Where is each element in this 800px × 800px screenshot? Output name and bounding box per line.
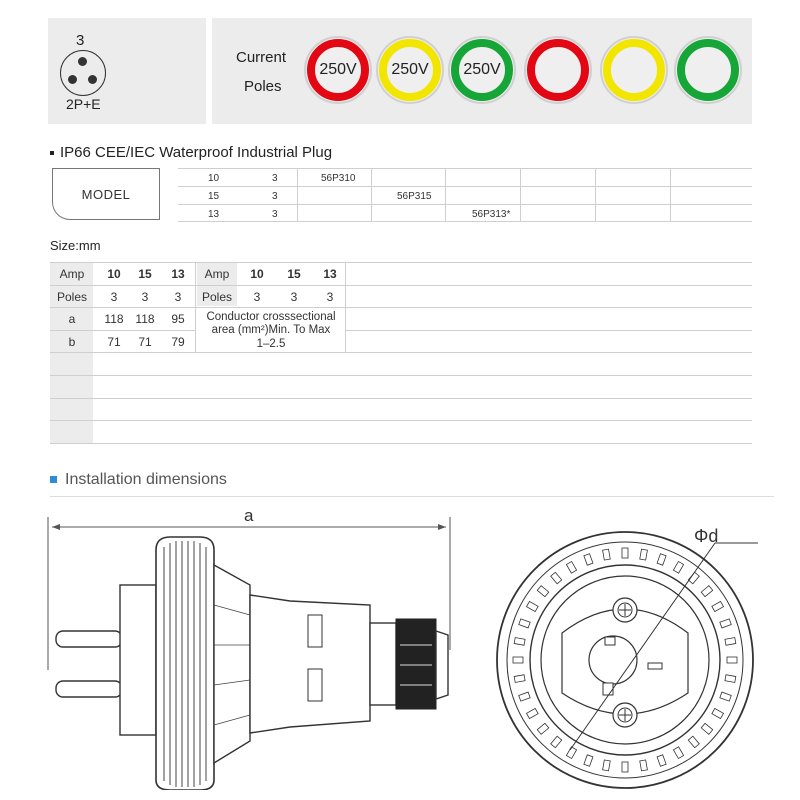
size-value: 10 [250,267,264,281]
rim-tooth [725,675,736,683]
size-value: 71 [138,335,152,349]
rim-tooth [640,760,648,771]
voltage-ring [524,36,592,104]
ring-voltage-label [527,39,589,101]
divider [50,285,752,286]
voltage-ring [304,36,372,104]
size-value: 10 [107,267,121,281]
rim-tooth [514,638,525,646]
right-amp-label: Amp [204,267,230,281]
rim-tooth [603,760,611,771]
model-row-poles: 3 [272,209,278,220]
divider [50,375,752,376]
cable-end [436,631,448,699]
bullet-icon [50,476,57,483]
divider [595,168,596,221]
voltage-ring [600,36,668,104]
plug-front-view [490,525,760,795]
plug-base [120,585,156,735]
size-value: 3 [253,290,261,304]
poles-label: Poles [244,78,282,95]
rim-tooth [640,549,648,560]
divider [50,420,752,421]
product-title [50,144,332,161]
model-row-amp: 10 [208,173,220,184]
plug-body-rear [214,565,250,763]
plug-pin [56,681,122,697]
divider [345,330,752,331]
size-value: 95 [171,312,185,326]
size-value: 13 [323,267,337,281]
right-poles-label: Poles [201,290,233,304]
ring-voltage-label: 250V [307,39,369,101]
model-row-amp: 13 [208,209,220,220]
divider [195,262,196,352]
voltage-ring [674,36,742,104]
ring-voltage-label: 250V [379,39,441,101]
diameter-label: Φd [694,526,719,546]
size-value: 3 [141,290,149,304]
conductor-note-line2: area (mm²)Min. To Max [211,324,331,336]
divider [178,168,752,169]
pin-dot [88,75,97,84]
pin-dot [78,57,87,66]
current-label: Current [236,49,287,66]
install-underline [50,496,774,497]
size-title: Size:mm [50,238,101,253]
size-value: 79 [171,335,185,349]
rim-tooth [725,638,736,646]
size-row-label: a [68,312,76,326]
model-row-code: 56P315 [397,191,432,202]
pin-dot [68,75,77,84]
pin-diagram [60,50,106,96]
cable-gland [370,623,396,705]
voltage-ring [376,36,444,104]
product-title-text: IP66 CEE/IEC Waterproof Industrial Plug [60,144,333,161]
plug-pin [56,631,122,647]
voltage-ring [448,36,516,104]
size-value: 71 [107,335,121,349]
size-value: 118 [135,312,155,326]
size-value: 3 [174,290,182,304]
handle-grip [308,615,322,647]
divider [520,168,521,221]
divider [670,168,671,221]
divider [50,443,752,444]
size-row-label: Amp [59,267,85,281]
bullet-icon [50,151,54,155]
model-box [52,168,160,220]
size-value: 3 [110,290,118,304]
rim-tooth [622,762,628,772]
model-row-poles: 3 [272,191,278,202]
divider [178,221,752,222]
divider [445,168,446,221]
model-row-poles: 3 [272,173,278,184]
size-row-label: Poles [56,290,88,304]
model-row-code: 56P313* [472,209,511,220]
pin-config-label: 2P+E [66,96,101,112]
size-value: 15 [138,267,152,281]
size-row-label: b [68,335,76,349]
model-label: MODEL [81,186,131,202]
size-value: 118 [104,312,124,326]
divider [297,168,298,221]
ring-voltage-label [677,39,739,101]
divider [371,168,372,221]
pin-count: 3 [76,32,85,49]
divider [345,262,346,352]
size-value: 3 [290,290,298,304]
handle-grip [308,669,322,701]
divider [50,352,752,353]
rim-tooth [622,548,628,558]
model-row-code: 56P310 [321,173,356,184]
plug-side-view [40,505,460,790]
conductor-note-line1: Conductor crosssectional [206,311,336,323]
ring-voltage-label [603,39,665,101]
conductor-note-line3: 1–2.5 [256,338,286,350]
install-title-text: Installation dimensions [65,471,227,488]
ring-voltage-label: 250V [451,39,513,101]
rim-tooth [514,675,525,683]
plug-body [156,537,214,790]
divider [178,204,752,205]
rim-tooth [513,657,523,663]
size-value: 13 [171,267,185,281]
divider [178,186,752,187]
dimension-arrow [438,524,446,530]
divider [50,330,195,331]
rim-tooth [603,549,611,560]
dimension-a-label: a [244,506,254,525]
model-row-amp: 15 [208,191,220,202]
dimension-arrow [52,524,60,530]
size-value: 3 [326,290,334,304]
rim-tooth [727,657,737,663]
divider [50,307,752,308]
divider [50,262,752,263]
install-title [50,471,227,489]
divider [50,398,752,399]
size-value: 15 [287,267,301,281]
cable-gland-nut [396,619,436,709]
